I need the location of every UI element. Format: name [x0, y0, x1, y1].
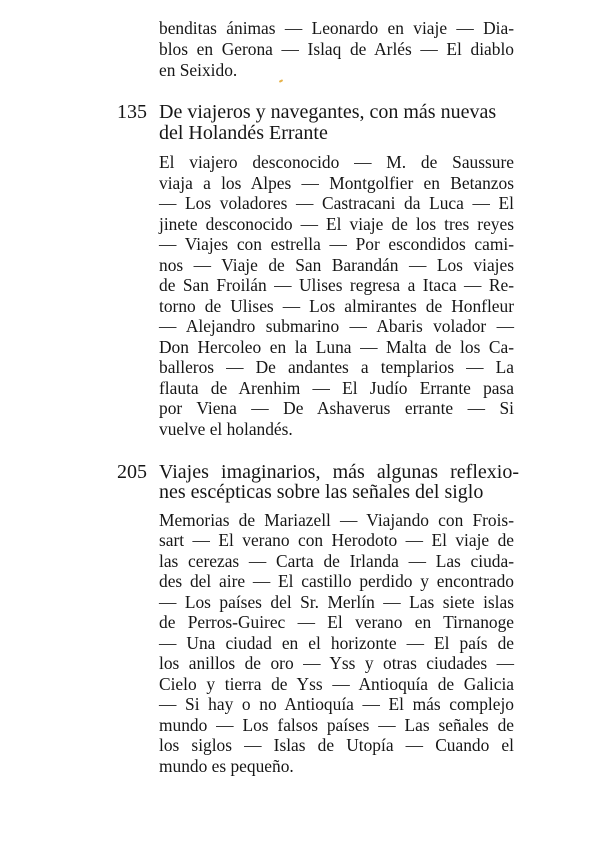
section-text-line: los anillos de oro — Yss y otras ciudades — [159, 653, 514, 673]
intro-line: blos en Gerona — Islaq de Arlés — El diablo [159, 39, 514, 59]
section-text-line: sart — El verano con Herodoto — El viaje de [159, 530, 514, 550]
section-text-line: — Una ciudad en el horizonte — El país de [159, 633, 514, 653]
section-heading-line: De viajeros y navegantes, con más nuevas [159, 101, 497, 123]
section-text-line: Cielo y tierra de Yss — Antioquía de Galicia [159, 674, 514, 694]
section-text-line: balleros — De andantes a templarios — La [159, 357, 514, 377]
section-text-line: — Viajes con estrella — Por escondidos cami- [159, 234, 514, 254]
section-heading-line: nes escépticas sobre las señales del siglo [159, 481, 484, 503]
section-text-line: las cerezas — Carta de Irlanda — Las ciuda- [159, 551, 514, 571]
intro-line: en Seixido. [159, 60, 238, 80]
section-text-line: Memorias de Mariazell — Viajando con Frois- [159, 510, 514, 530]
section-text-line: Don Hercoleo en la Luna — Malta de los Ca- [159, 337, 514, 357]
section-text-line: los siglos — Islas de Utopía — Cuando el [159, 735, 514, 755]
paper-speck [279, 79, 283, 83]
intro-line: benditas ánimas — Leonardo en viaje — Dia- [159, 18, 514, 38]
section-text-line: — Los países del Sr. Merlín — Las siete islas [159, 592, 514, 612]
section-text-line: mundo — Los falsos países — Las señales de [159, 715, 514, 735]
section-text-line: de Perros-Guirec — El verano en Tirnanoge [159, 612, 514, 632]
page-number: 205 [117, 461, 147, 483]
section-text-line: — Alejandro submarino — Abaris volador — [159, 316, 514, 336]
section-text-line: viaja a los Alpes — Montgolfier en Betanzos [159, 173, 514, 193]
section-text-line: des del aire — El castillo perdido y encontrado [159, 571, 514, 591]
section-text-line: torno de Ulises — Los almirantes de Honfleur [159, 296, 514, 316]
section-text-line: flauta de Arenhim — El Judío Errante pasa [159, 378, 514, 398]
section-text-line: El viajero desconocido — M. de Saussure [159, 152, 514, 172]
section-text-line: — Si hay o no Antioquía — El más complejo [159, 694, 514, 714]
section-text-line: nos — Viaje de San Barandán — Los viajes [159, 255, 514, 275]
section-text-line: jinete desconocido — El viaje de los tres reyes [159, 214, 514, 234]
section-heading-line: Viajes imaginarios, más algunas reflexio- [159, 461, 519, 483]
section-text-line: por Viena — De Ashaverus errante — Si [159, 398, 514, 418]
section-text-line: — Los voladores — Castracani da Luca — El [159, 193, 514, 213]
section-text-line: vuelve el holandés. [159, 419, 293, 439]
section-heading-line: del Holandés Errante [159, 122, 328, 144]
section-text-line: de San Froilán — Ulises regresa a Itaca — Re- [159, 275, 514, 295]
section-text-line: mundo es pequeño. [159, 756, 294, 776]
page-number: 135 [117, 101, 147, 123]
